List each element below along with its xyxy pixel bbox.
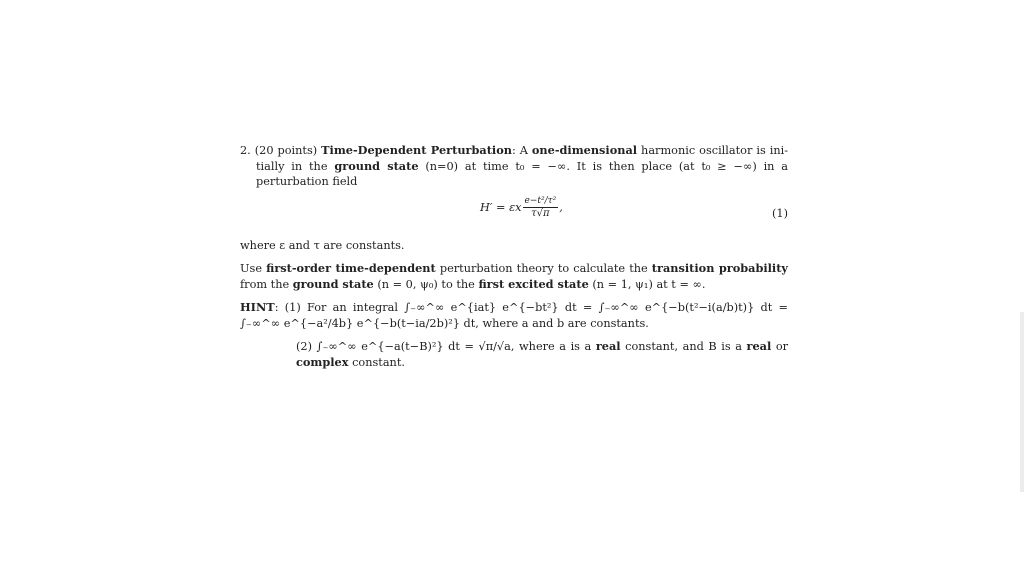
equation-denominator: τ√π bbox=[523, 207, 559, 220]
equation-label: (1) bbox=[771, 206, 788, 220]
problem-block bbox=[240, 143, 788, 370]
problem-number: 2. bbox=[240, 144, 251, 157]
hint-2-bold-1: real bbox=[595, 339, 621, 353]
hint-2-text-4: constant. bbox=[352, 355, 405, 369]
problem-points: (20 points) bbox=[254, 144, 318, 157]
equation-1 bbox=[240, 192, 788, 238]
equation-numerator: e−t²/τ² bbox=[524, 195, 557, 206]
equation-fraction bbox=[523, 196, 559, 220]
hint-label: HINT bbox=[240, 300, 275, 314]
line2-text-2: (n=0) at time t₀ = −∞. It is then place (at t₀ ≥ −∞) in a perturbation bbox=[256, 159, 789, 188]
equation-tail: , bbox=[559, 200, 563, 214]
task-text-4: (n = 0, ψ₀) to the bbox=[377, 277, 475, 291]
task-text-3: from the bbox=[240, 277, 290, 291]
scrollbar-track[interactable] bbox=[1020, 312, 1024, 492]
task-bold-1: first-order time-dependent bbox=[266, 261, 436, 275]
equation-body bbox=[480, 196, 563, 220]
task-bold-3: ground state bbox=[292, 276, 374, 291]
line3-text: field bbox=[332, 175, 358, 188]
problem-statement: 2. (20 points) Time-Dependent Perturbation: A one-dimensional harmonic oscillator is ini- tially in the ground state (n=0) at time t₀ = −∞. It is then place (at t₀ ≥ −∞) in a perturbation field bbox=[240, 143, 789, 188]
task-bold-2: transition probability bbox=[651, 261, 788, 275]
hint-2-text-1: (2) ∫₋∞^∞ e^{−a(t−B)²} dt = √π/√a, where a is a bbox=[296, 340, 592, 353]
task-text-2: perturbation theory to calculate the bbox=[439, 262, 648, 275]
line2-text: tially in the bbox=[256, 159, 328, 173]
task-text-1: Use bbox=[240, 262, 263, 275]
line2-bold: ground state bbox=[334, 158, 419, 173]
hint-2-text-2: constant, and B is a bbox=[625, 340, 742, 353]
intro-text-2: harmonic oscillator is ini- bbox=[641, 144, 789, 157]
equation-lhs: H′ = εx bbox=[480, 200, 522, 214]
task-bold-4: first excited state bbox=[478, 276, 589, 291]
hint-2-bold-3: complex bbox=[296, 354, 349, 369]
intro-bold: one-dimensional bbox=[531, 143, 638, 157]
hint-2 bbox=[296, 339, 788, 370]
hint-1-text: : (1) For an integral ∫₋∞^∞ e^{iat} e^{−bt²} dt = ∫₋∞^∞ e^{−b(t²−i(a/b)t)} dt = ∫₋∞^∞ e^{−a²/4b} e^{−b(t−ia/2b)²} dt, where a bbox=[240, 301, 788, 330]
hint-1-end: and b are constants. bbox=[532, 316, 649, 330]
hint-1 bbox=[240, 300, 788, 331]
intro-text: A bbox=[519, 144, 528, 157]
task-text-5: (n = 1, ψ₁) at t = ∞. bbox=[592, 277, 706, 291]
task-statement bbox=[240, 261, 788, 292]
constants-note: where ε and τ are constants. bbox=[240, 238, 405, 252]
hint-2-text-3: or bbox=[775, 340, 789, 353]
problem-title: Time-Dependent Perturbation bbox=[321, 143, 512, 157]
hint-2-bold-2: real bbox=[746, 339, 772, 353]
